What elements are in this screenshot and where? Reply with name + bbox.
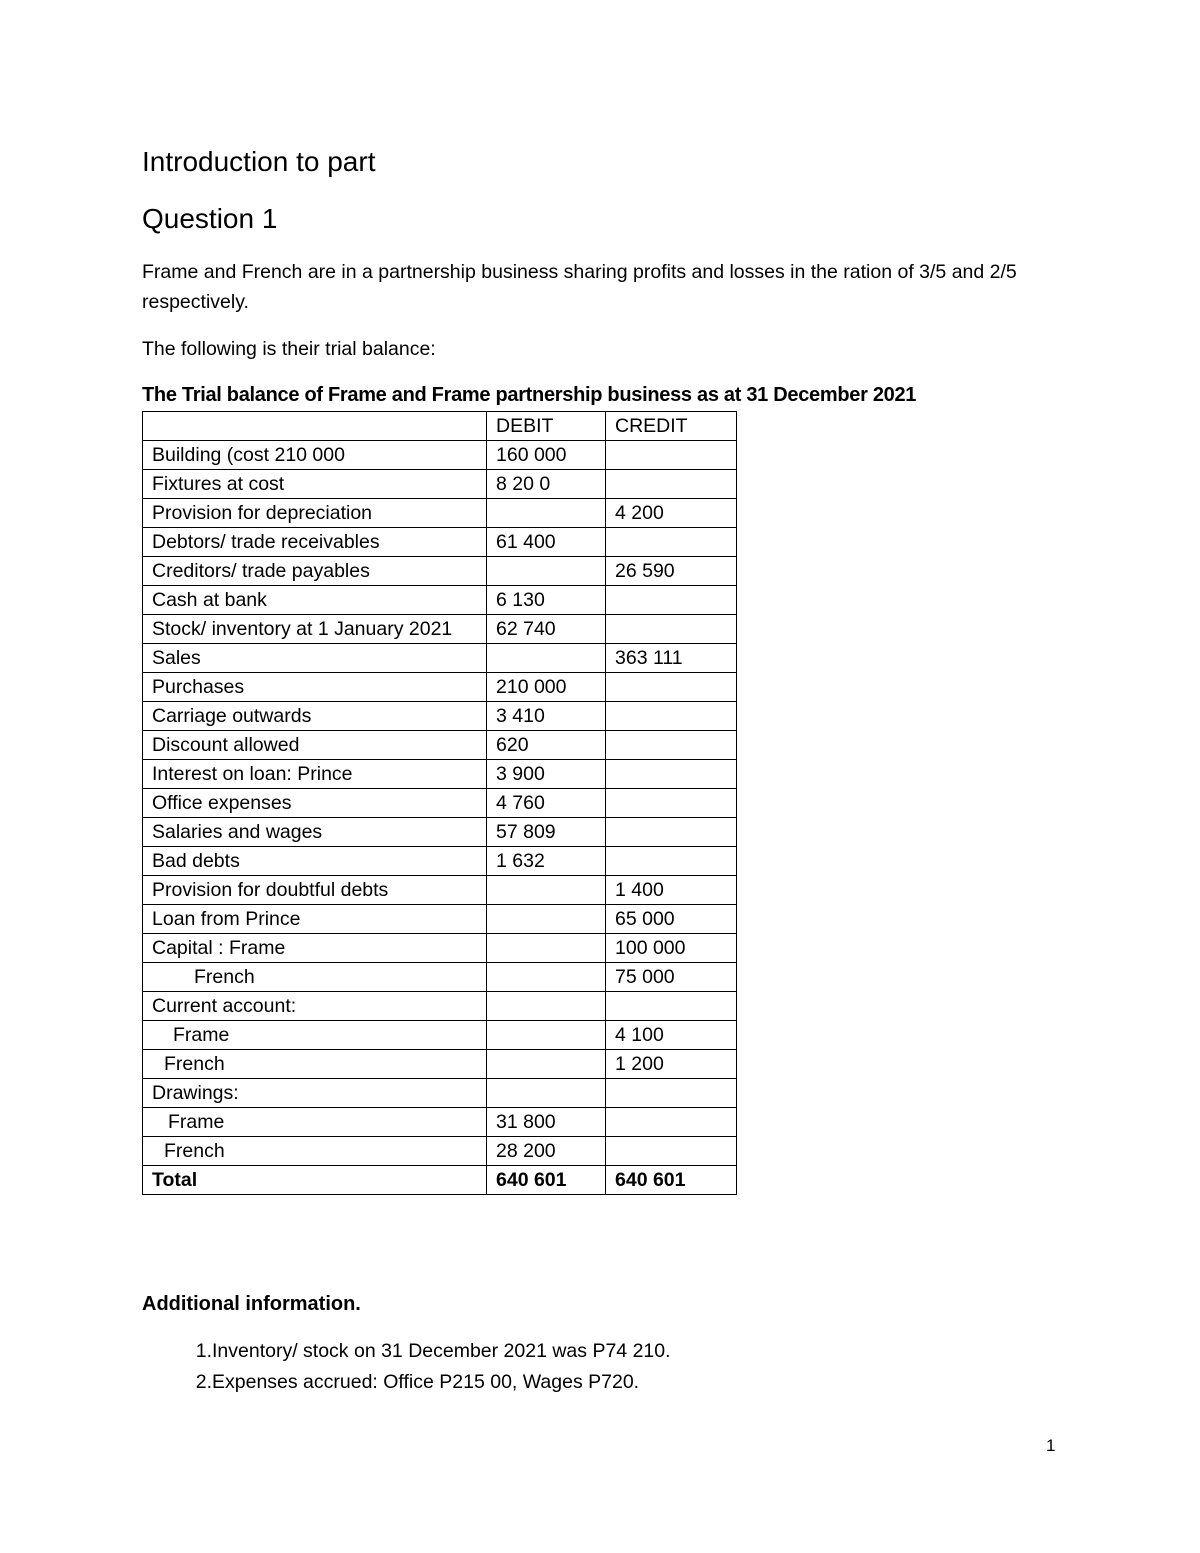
credit-cell bbox=[606, 818, 737, 847]
list-number: 2. bbox=[195, 1371, 212, 1393]
credit-cell: 1 200 bbox=[606, 1050, 737, 1079]
account-name-cell: Building (cost 210 000 bbox=[143, 441, 487, 470]
credit-cell bbox=[606, 1079, 737, 1108]
debit-cell: 210 000 bbox=[487, 673, 606, 702]
list-item bbox=[142, 1336, 671, 1367]
account-name-cell: Provision for depreciation bbox=[143, 499, 487, 528]
account-name-cell: Fixtures at cost bbox=[143, 470, 487, 499]
table-row bbox=[143, 992, 737, 1021]
credit-cell bbox=[606, 1137, 737, 1166]
debit-cell bbox=[487, 934, 606, 963]
question-heading: Question 1 bbox=[142, 203, 278, 234]
account-name-cell: Current account: bbox=[143, 992, 487, 1021]
credit-cell bbox=[606, 615, 737, 644]
total-credit-cell: 640 601 bbox=[606, 1166, 737, 1195]
total-debit-cell: 640 601 bbox=[487, 1166, 606, 1195]
table-row bbox=[143, 702, 737, 731]
header-cell: DEBIT bbox=[487, 412, 606, 441]
table-row bbox=[143, 557, 737, 586]
credit-cell bbox=[606, 847, 737, 876]
header-cell: CREDIT bbox=[606, 412, 737, 441]
account-name-cell: Stock/ inventory at 1 January 2021 bbox=[143, 615, 487, 644]
table-row bbox=[143, 470, 737, 499]
additional-info-heading: Additional information. bbox=[142, 1293, 361, 1315]
account-name-cell: French bbox=[143, 1137, 487, 1166]
debit-cell: 160 000 bbox=[487, 441, 606, 470]
debit-cell bbox=[487, 557, 606, 586]
credit-cell bbox=[606, 470, 737, 499]
debit-cell bbox=[487, 992, 606, 1021]
credit-cell bbox=[606, 760, 737, 789]
credit-cell bbox=[606, 1108, 737, 1137]
account-name-cell: Office expenses bbox=[143, 789, 487, 818]
additional-info-list bbox=[142, 1336, 671, 1398]
account-name-cell: Interest on loan: Prince bbox=[143, 760, 487, 789]
table-row bbox=[143, 847, 737, 876]
table-row bbox=[143, 1050, 737, 1079]
debit-cell bbox=[487, 1079, 606, 1108]
account-name-cell: Frame bbox=[143, 1108, 487, 1137]
table-row bbox=[143, 586, 737, 615]
table-row bbox=[143, 1079, 737, 1108]
table-row bbox=[143, 934, 737, 963]
intro-paragraph: Frame and French are in a partnership business sharing profits and losses in the ration of 3/5 and 2/5 respectively. bbox=[142, 261, 1017, 313]
table-row bbox=[143, 1021, 737, 1050]
credit-cell: 26 590 bbox=[606, 557, 737, 586]
table-row bbox=[143, 673, 737, 702]
credit-cell: 4 100 bbox=[606, 1021, 737, 1050]
list-text: Inventory/ stock on 31 December 2021 was P74 210. bbox=[212, 1340, 671, 1362]
table-row bbox=[143, 1108, 737, 1137]
debit-cell: 620 bbox=[487, 731, 606, 760]
trial-balance-intro: The following is their trial balance: bbox=[142, 338, 436, 360]
debit-cell: 4 760 bbox=[487, 789, 606, 818]
account-name-cell: Bad debts bbox=[143, 847, 487, 876]
credit-cell: 4 200 bbox=[606, 499, 737, 528]
table-header-row bbox=[143, 412, 737, 441]
credit-cell bbox=[606, 702, 737, 731]
debit-cell bbox=[487, 1050, 606, 1079]
account-name-cell: Provision for doubtful debts bbox=[143, 876, 487, 905]
table-total-row bbox=[143, 1166, 737, 1195]
total-label-cell: Total bbox=[143, 1166, 487, 1195]
credit-cell bbox=[606, 441, 737, 470]
table-title: The Trial balance of Frame and Frame partnership business as at 31 December 2021 bbox=[142, 384, 917, 406]
list-number: 1. bbox=[195, 1340, 212, 1362]
debit-cell: 31 800 bbox=[487, 1108, 606, 1137]
table-row bbox=[143, 731, 737, 760]
debit-cell: 1 632 bbox=[487, 847, 606, 876]
debit-cell bbox=[487, 1021, 606, 1050]
debit-cell: 3 410 bbox=[487, 702, 606, 731]
header-cell bbox=[143, 412, 487, 441]
account-name-cell: Discount allowed bbox=[143, 731, 487, 760]
table-row bbox=[143, 615, 737, 644]
account-name-cell: Debtors/ trade receivables bbox=[143, 528, 487, 557]
debit-cell bbox=[487, 499, 606, 528]
credit-cell: 363 111 bbox=[606, 644, 737, 673]
trial-balance-table bbox=[142, 411, 737, 1195]
debit-cell: 8 20 0 bbox=[487, 470, 606, 499]
account-name-cell: Creditors/ trade payables bbox=[143, 557, 487, 586]
account-name-cell: Drawings: bbox=[143, 1079, 487, 1108]
table-row bbox=[143, 760, 737, 789]
account-name-cell: Frame bbox=[143, 1021, 487, 1050]
credit-cell: 100 000 bbox=[606, 934, 737, 963]
table-row bbox=[143, 963, 737, 992]
credit-cell bbox=[606, 992, 737, 1021]
table-row bbox=[143, 644, 737, 673]
credit-cell: 1 400 bbox=[606, 876, 737, 905]
section-heading: Introduction to part bbox=[142, 146, 376, 177]
credit-cell: 75 000 bbox=[606, 963, 737, 992]
table-row bbox=[143, 528, 737, 557]
account-name-cell: Cash at bank bbox=[143, 586, 487, 615]
table-row bbox=[143, 905, 737, 934]
credit-cell bbox=[606, 673, 737, 702]
debit-cell: 62 740 bbox=[487, 615, 606, 644]
list-text: Expenses accrued: Office P215 00, Wages P720. bbox=[212, 1371, 640, 1393]
debit-cell: 28 200 bbox=[487, 1137, 606, 1166]
table-row bbox=[143, 789, 737, 818]
debit-cell bbox=[487, 963, 606, 992]
credit-cell bbox=[606, 731, 737, 760]
table-row bbox=[143, 499, 737, 528]
account-name-cell: Carriage outwards bbox=[143, 702, 487, 731]
table-row bbox=[143, 441, 737, 470]
debit-cell: 6 130 bbox=[487, 586, 606, 615]
account-name-cell: French bbox=[143, 963, 487, 992]
account-name-cell: Purchases bbox=[143, 673, 487, 702]
debit-cell: 3 900 bbox=[487, 760, 606, 789]
debit-cell bbox=[487, 644, 606, 673]
credit-cell bbox=[606, 586, 737, 615]
table-row bbox=[143, 818, 737, 847]
debit-cell: 57 809 bbox=[487, 818, 606, 847]
credit-cell bbox=[606, 528, 737, 557]
table-row bbox=[143, 1137, 737, 1166]
credit-cell: 65 000 bbox=[606, 905, 737, 934]
account-name-cell: French bbox=[143, 1050, 487, 1079]
debit-cell bbox=[487, 905, 606, 934]
debit-cell: 61 400 bbox=[487, 528, 606, 557]
credit-cell bbox=[606, 789, 737, 818]
page-number: 1 bbox=[1046, 1436, 1056, 1455]
debit-cell bbox=[487, 876, 606, 905]
account-name-cell: Capital : Frame bbox=[143, 934, 487, 963]
account-name-cell: Sales bbox=[143, 644, 487, 673]
table-row bbox=[143, 876, 737, 905]
account-name-cell: Salaries and wages bbox=[143, 818, 487, 847]
account-name-cell: Loan from Prince bbox=[143, 905, 487, 934]
list-item bbox=[142, 1367, 671, 1398]
